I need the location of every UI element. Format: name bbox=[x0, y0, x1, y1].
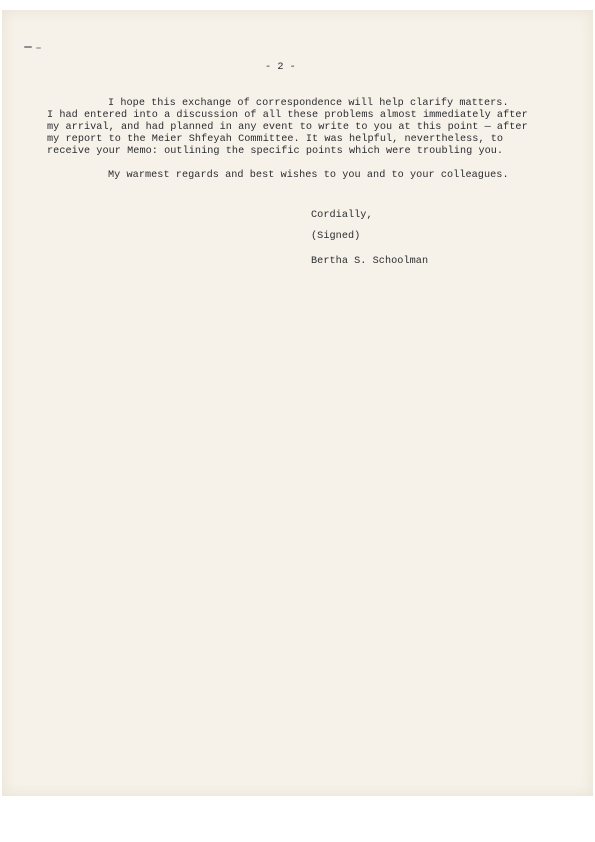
page-number: - 2 - bbox=[265, 62, 296, 73]
signed-note: (Signed) bbox=[311, 231, 361, 242]
paragraph-1-line-5: receive your Memo: outlining the specific points which were troubling you. bbox=[47, 146, 504, 157]
paragraph-1-line-4: my report to the Meier Shfeyah Committee. It was helpful, nevertheless, to bbox=[47, 134, 504, 145]
paragraph-1-line-3: my arrival, and had planned in any event to write to you at this point — after bbox=[47, 122, 528, 133]
ink-smudge-mark bbox=[36, 47, 41, 49]
ink-smudge-mark bbox=[24, 46, 32, 48]
closing-salutation: Cordially, bbox=[311, 210, 373, 221]
signer-name: Bertha S. Schoolman bbox=[311, 256, 429, 267]
paragraph-1-line-1: I hope this exchange of correspondence will help clarify matters. bbox=[108, 98, 509, 109]
paragraph-1-line-2: I had entered into a discussion of all these problems almost immediately after bbox=[47, 110, 528, 121]
paragraph-2: My warmest regards and best wishes to you and to your colleagues. bbox=[108, 170, 509, 181]
